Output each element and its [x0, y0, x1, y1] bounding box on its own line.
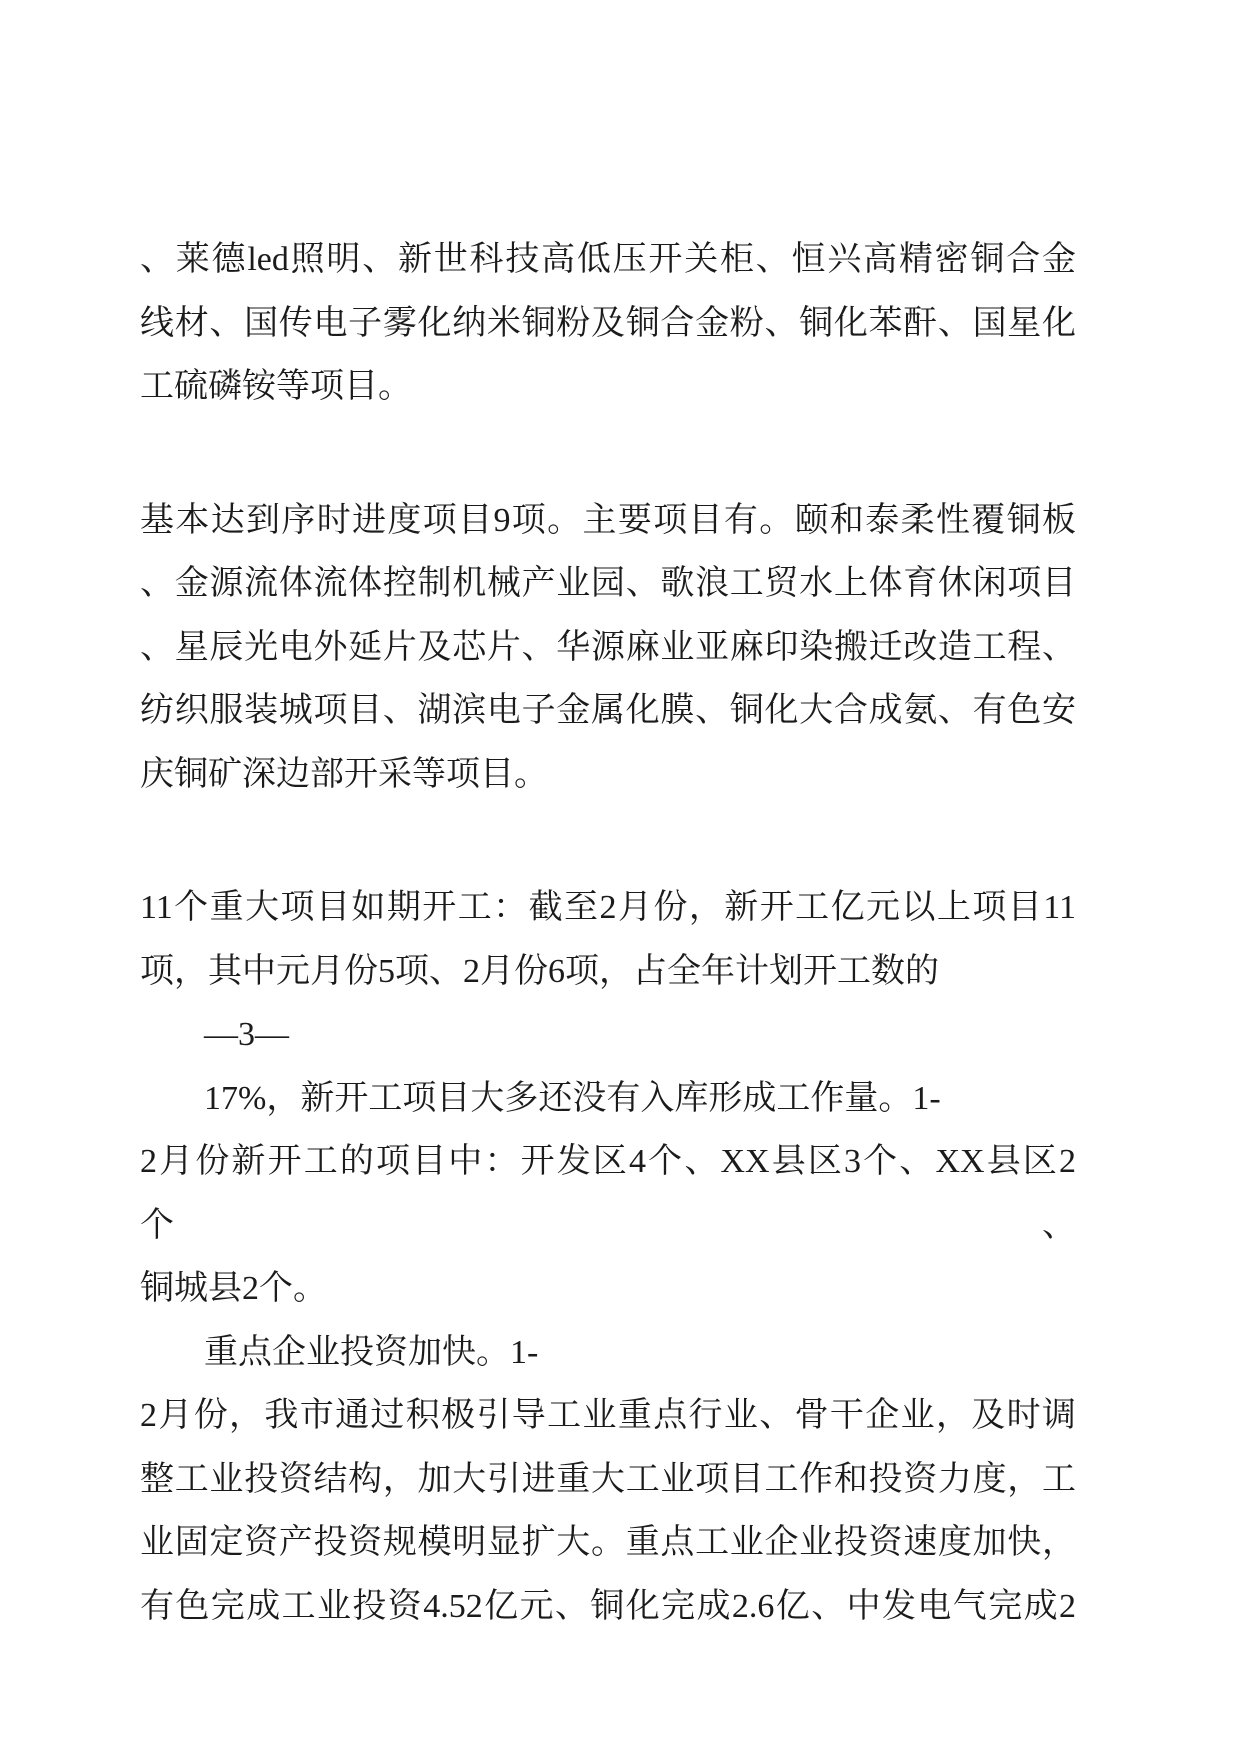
- text-line: 重点企业投资加快。1-: [204, 1333, 539, 1371]
- page-number-line: —3—: [204, 1016, 289, 1053]
- document-text-block: [140, 228, 1076, 1638]
- text-line: 、金源流体流体控制机械产业园、歌浪工贸水上体育休闲项目: [140, 565, 1076, 602]
- text-line: 基本达到序时进度项目9项。主要项目有。颐和泰柔性覆铜板: [140, 501, 1076, 539]
- text-line: 庆铜矿深边部开采等项目。: [140, 755, 548, 793]
- text-line: 纺织服装城项目、湖滨电子金属化膜、铜化大合成氨、有色安: [140, 692, 1076, 729]
- text-line: 线材、国传电子雾化纳米铜粉及铜合金粉、铜化苯酐、国星化: [140, 304, 1076, 342]
- text-line: 项，其中元月份5项、2月份6项，占全年计划开工数的: [140, 952, 939, 990]
- text-line: 工硫磷铵等项目。: [140, 368, 412, 405]
- text-line: 整工业投资结构，加大引进重大工业项目工作和投资力度，工: [140, 1460, 1076, 1498]
- text-line: 、星辰光电外延片及芯片、华源麻业亚麻印染搬迁改造工程、: [140, 628, 1076, 666]
- text-line: 11个重大项目如期开工：截至2月份，新开工亿元以上项目11: [140, 889, 1076, 926]
- text-line: 、莱德led照明、新世科技高低压开关柜、恒兴高精密铜合金: [140, 241, 1076, 278]
- text-line: 业固定资产投资规模明显扩大。重点工业企业投资速度加快，: [140, 1524, 1076, 1561]
- text-line: 有色完成工业投资4.52亿元、铜化完成2.6亿、中发电气完成2: [140, 1587, 1076, 1625]
- text-line: 17%，新开工项目大多还没有入库形成工作量。1-: [204, 1079, 941, 1117]
- text-line: 2月份，我市通过积极引导工业重点行业、骨干企业，及时调: [140, 1397, 1076, 1434]
- text-line: 铜城县2个。: [140, 1270, 327, 1307]
- text-line: 2月份新开工的项目中：开发区4个、XX县区3个、XX县区2个、: [140, 1143, 1076, 1244]
